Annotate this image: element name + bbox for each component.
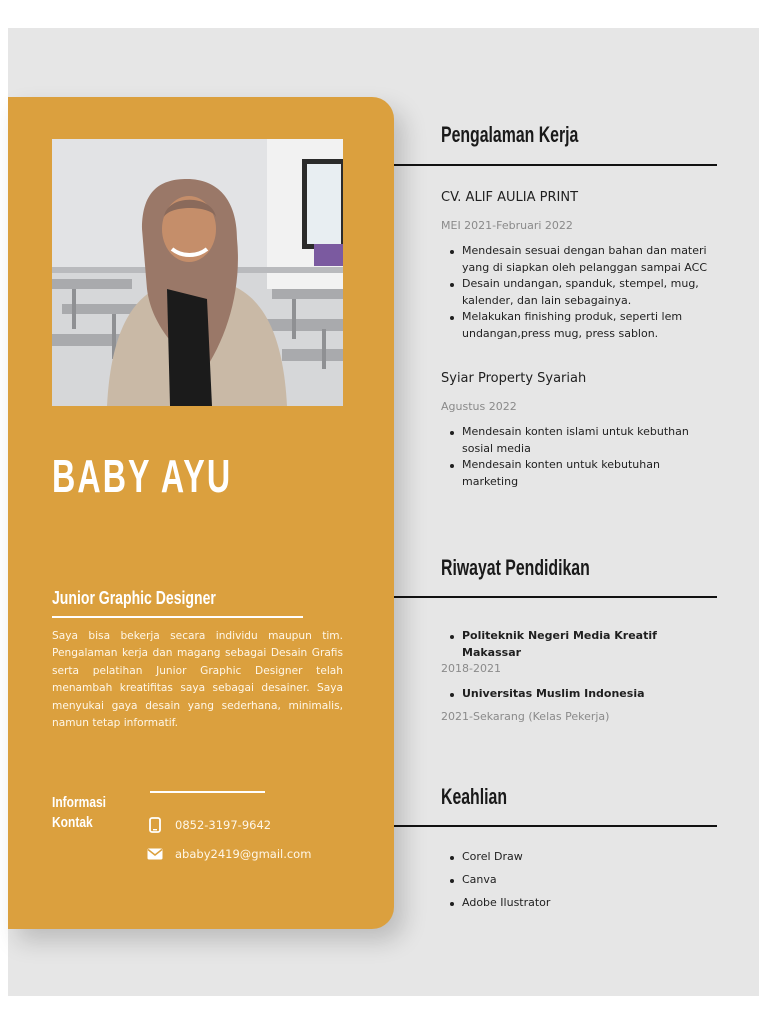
skill-item: Canva: [448, 872, 718, 889]
profile-card: [8, 97, 394, 929]
job-period: Agustus 2022: [441, 400, 517, 413]
education-period: 2021-Sekarang (Kelas Pekerja): [441, 710, 610, 723]
list-item: Desain undangan, spanduk, stempel, mug, kalender, dan lain sebagainya.: [448, 276, 718, 309]
list-item: Melakukan finishing produk, seperti lem undangan,press mug, press sablon.: [448, 309, 718, 342]
profile-summary: Saya bisa bekerja secara individu maupun tim. Pengalaman kerja dan magang sebagai Desain Grafis serta pelatihan Junior Graphic Designer telah menambah kreatifitas saya sebagai desainer. Saya menyukai gaya desain yang sederhana, minimalis, namun tetap informatif.: [52, 630, 343, 730]
role-divider: [52, 616, 303, 618]
phone-number[interactable]: 0852-3197-9642: [175, 818, 272, 832]
experience-rule: [394, 164, 717, 166]
education-title: Riwayat Pendidikan: [441, 555, 590, 580]
education-item: [448, 686, 718, 703]
skills-rule: [394, 825, 717, 827]
job-duties: [448, 424, 718, 490]
education-rule: [394, 596, 717, 598]
skill-item: Adobe Ilustrator: [448, 895, 718, 912]
contact-divider: [150, 791, 265, 793]
phone-icon: [147, 817, 163, 833]
job-duties: [448, 243, 718, 342]
job-company: CV. ALIF AULIA PRINT: [441, 190, 579, 205]
job-period: MEI 2021-Februari 2022: [441, 219, 573, 232]
envelope-icon: [147, 846, 163, 862]
skills-list: [448, 849, 718, 918]
contact-title-line1: Informasi: [52, 794, 107, 811]
school-name: Politeknik Negeri Media Kreatif Makassar: [448, 628, 678, 661]
list-item: Mendesain sesuai dengan bahan dan materi yang di siapkan oleh pelanggan sampai ACC: [448, 243, 718, 276]
school-name: Universitas Muslim Indonesia: [448, 686, 718, 703]
job-company: Syiar Property Syariah: [441, 371, 587, 386]
contact-email: [147, 846, 311, 862]
profile-name: BABY AYU: [52, 450, 233, 502]
profile-role: Junior Graphic Designer: [52, 588, 216, 608]
skills-title: Keahlian: [441, 784, 508, 809]
contact-title-line2: Kontak: [52, 814, 93, 831]
email-address[interactable]: ababy2419@gmail.com: [175, 847, 312, 861]
list-item: Mendesain konten untuk kebutuhan marketing: [448, 457, 718, 490]
education-period: 2018-2021: [441, 662, 501, 675]
profile-photo-illustration: [52, 139, 343, 406]
education-item: [448, 628, 678, 661]
profile-photo: [52, 139, 343, 406]
list-item: Mendesain konten islami untuk kebuthan sosial media: [448, 424, 718, 457]
skill-item: Corel Draw: [448, 849, 718, 866]
contact-phone: [147, 817, 271, 833]
experience-title: Pengalaman Kerja: [441, 122, 579, 147]
contact-title: [52, 793, 106, 833]
